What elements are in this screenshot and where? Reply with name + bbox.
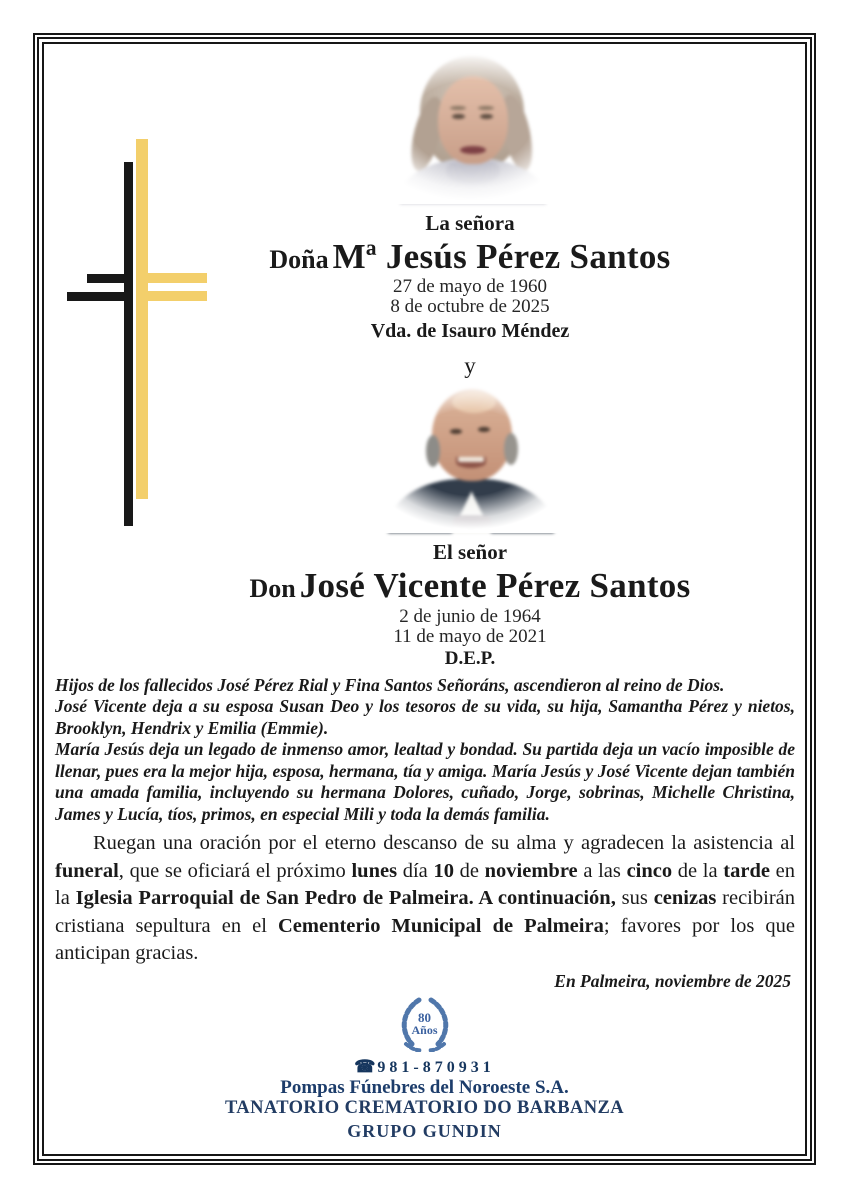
anniversary-label: Años bbox=[411, 1023, 438, 1037]
connector-y: y bbox=[464, 353, 476, 379]
photo-vignette bbox=[366, 381, 575, 533]
funeral-company-name: Pompas Fúnebres del Noroeste S.A. bbox=[280, 1076, 569, 1098]
deceased1-honorific: Doña bbox=[269, 245, 329, 274]
crematorium-name: TANATORIO CREMATORIO DO BARBANZA bbox=[224, 1097, 625, 1118]
group-name: GRUPO GUNDIN bbox=[347, 1120, 502, 1141]
photo-vignette bbox=[366, 52, 575, 204]
deceased1-birth-date: 27 de mayo de 1960 bbox=[392, 276, 548, 298]
esquela-content bbox=[44, 44, 805, 1154]
ornamental-border-inner bbox=[42, 42, 807, 1156]
cross-black-arm-lower bbox=[67, 292, 125, 301]
deceased1-widow-note: Vda. de Isauro Méndez bbox=[370, 320, 570, 343]
family-paragraphs bbox=[55, 675, 795, 826]
funeral-announcement: Ruegan una oración por el eterno descanso de su alma y agradecen la asistencia al funeral, que se oficiará el próximo lunes día 10 de noviembre a las cinco de la tarde en la Iglesia Parroquial de San Pedro de Palmeira. A continuación, sus cenizas recibirán cristiana sepultura en el Cementerio Municipal de Palmeira; favores por los que anticipan gracias. bbox=[55, 832, 796, 964]
family-paragraph-1: Hijos de los fallecidos José Pérez Rial y Fina Santos Señoráns, ascendieron al reino de Dios. bbox=[55, 674, 725, 695]
deceased2-honorific: Don bbox=[249, 574, 296, 604]
ornamental-border bbox=[33, 33, 816, 1165]
funeral-home-footer bbox=[44, 994, 805, 1142]
family-paragraph-2: José Vicente deja a su esposa Susan Deo y los tesoros de su vida, su hija, Samantha Pérez y nietos, Brooklyn, Hendrix y Emilia (Emmie). bbox=[55, 696, 795, 738]
deceased1-fullname: Mª Jesús Pérez Santos bbox=[332, 237, 671, 276]
deceased2-title: El señor bbox=[432, 540, 508, 565]
dep-abbreviation: D.E.P. bbox=[444, 647, 496, 669]
family-paragraph-3: María Jesús deja un legado de inmenso amor, lealtad y bondad. Su partida deja un vacío imposible de llenar, pues era la mejor hija, esposa, hermana, tía y amiga. María Jesús y José Vicente dejan también una amada familia, incluyendo su hermana Dolores, cuñado, Jorge, sobrinas, Michelle Christina, James y Lucía, tíos, primos, en especial Mili y toda la demás familia. bbox=[55, 739, 795, 824]
deceased1-title: La señora bbox=[425, 211, 515, 235]
phone-icon: ☎ bbox=[354, 1056, 376, 1076]
anniversary-text bbox=[386, 994, 464, 1052]
portrait-photo-man bbox=[368, 383, 573, 531]
cross-black-upright bbox=[124, 162, 133, 526]
deceased1-death-date: 8 de octubre de 2025 bbox=[390, 296, 550, 318]
phone-number: 981-870931 bbox=[377, 1058, 495, 1076]
ornamental-border-middle bbox=[37, 37, 812, 1161]
portrait-photo-woman bbox=[368, 54, 573, 202]
cross-black-arm-upper bbox=[87, 274, 125, 283]
anniversary-number: 80 bbox=[418, 1010, 431, 1025]
cross-gold-upright bbox=[136, 139, 148, 499]
cross-icon bbox=[44, 44, 264, 544]
deceased2-death-date: 11 de mayo de 2021 bbox=[393, 625, 547, 647]
80-years-anniversary-logo bbox=[386, 994, 464, 1052]
deceased2-birth-date: 2 de junio de 1964 bbox=[399, 605, 541, 627]
place-dateline: En Palmeira, noviembre de 2025 bbox=[554, 970, 791, 991]
deceased2-fullname: José Vicente Pérez Santos bbox=[299, 566, 691, 606]
deceased2-name bbox=[135, 566, 805, 606]
phone-line bbox=[44, 1057, 805, 1077]
